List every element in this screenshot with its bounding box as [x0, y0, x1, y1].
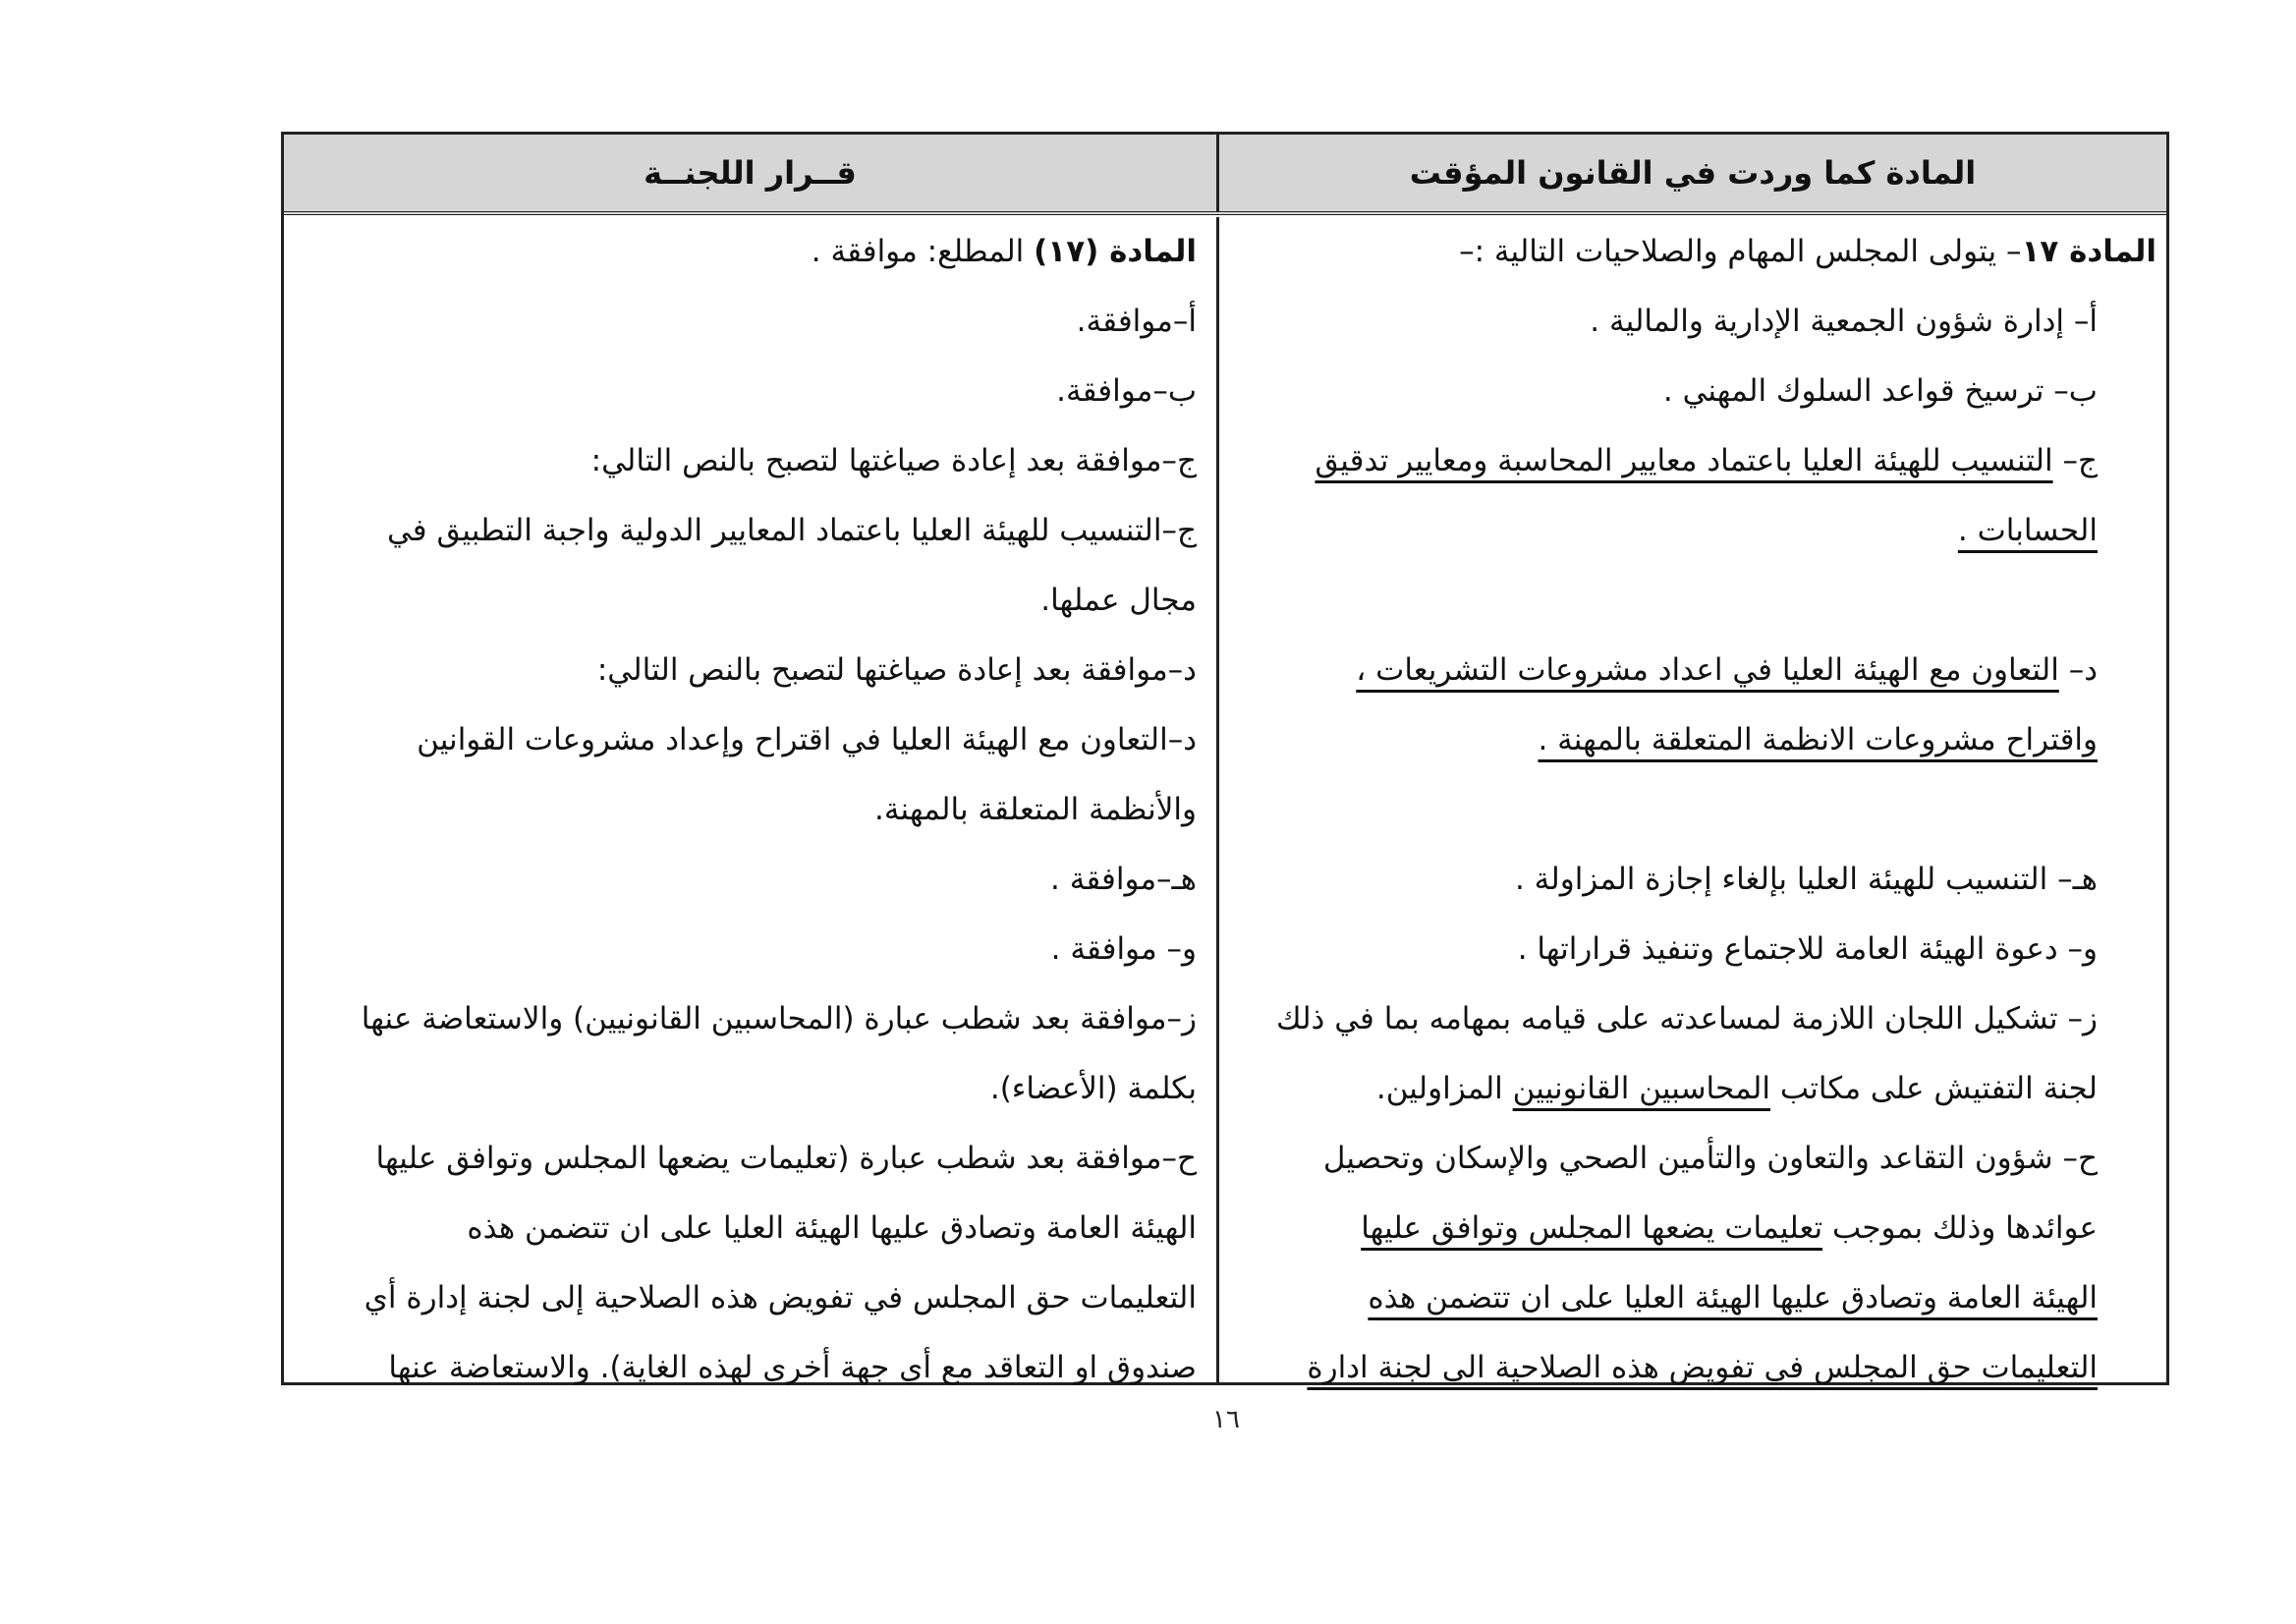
decision-ha-line3: التعليمات حق المجلس في تفويض هذه الصلاحية إلى لجنة إدارة أي [364, 1280, 1197, 1316]
decision-d-text1: د–التعاون مع الهيئة العليا في اقتراح وإعداد مشروعات القوانين [417, 722, 1197, 757]
clause-ha-line3: الهيئة العامة وتصادق عليها الهيئة العليا على ان تتضمن هذه [1368, 1280, 2098, 1316]
spacer [1239, 775, 2156, 845]
comparison-table [281, 132, 2169, 1385]
clause-d-line2: واقتراح مشروعات الانظمة المتعلقة بالمهنة . [1538, 722, 2098, 757]
decision-a: أ–موافقة. [1076, 304, 1197, 339]
decision-b: ب–موافقة. [1056, 373, 1197, 409]
provisional-law-column [1216, 217, 2166, 1385]
decision-z-line1: ز–موافقة بعد شطب عبارة (المحاسبين القانونيين) والاستعاضة عنها [361, 1001, 1197, 1036]
clause-z-line2: لجنة التفتيش على مكاتب المحاسبين القانونيين المزاولين. [1375, 1071, 2098, 1106]
clause-ha-line1: ح– شؤون التقاعد والتعاون والتأمين الصحي والإسكان وتحصيل [1322, 1141, 2098, 1176]
decision-c-text2: مجال عملها. [1040, 583, 1197, 618]
decision-ha-line2: الهيئة العامة وتصادق عليها الهيئة العليا على ان تتضمن هذه [467, 1210, 1197, 1246]
clause-h: هـ– التنسيب للهيئة العليا بإلغاء إجازة المزاولة . [1514, 862, 2098, 897]
decision-intro: المادة (١٧) المطلع: موافقة . [811, 234, 1197, 269]
clause-c-line1: ج– التنسيب للهيئة العليا باعتماد معايير المحاسبة ومعايير تدقيق [1315, 443, 2098, 478]
decision-c-text1: ج–التنسيب للهيئة العليا باعتماد المعايير الدولية واجبة التطبيق في [386, 513, 1197, 548]
clause-w: و– دعوة الهيئة العامة للاجتماع وتنفيذ قراراتها . [1517, 931, 2098, 967]
header-committee-decision: قــرار اللجنــة [644, 154, 857, 192]
clause-ha-line2: عوائدها وذلك بموجب تعليمات يضعها المجلس وتوافق عليها [1361, 1210, 2098, 1246]
clause-z-line1: ز– تشكيل اللجان اللازمة لمساعدته على قيامه بمهامه بما في ذلك [1275, 1001, 2098, 1036]
decision-d-text2: والأنظمة المتعلقة بالمهنة. [874, 792, 1197, 827]
decision-ha-line1: ح–موافقة بعد شطب عبارة (تعليمات يضعها المجلس وتوافق عليها [375, 1141, 1197, 1176]
decision-w: و– موافقة . [1050, 931, 1197, 967]
table-body [284, 217, 2166, 1385]
decision-c: ج–موافقة بعد إعادة صياغتها لتصبح بالنص التالي: [590, 443, 1197, 478]
decision-h: هـ–موافقة . [1050, 862, 1197, 897]
page-number: ١٦ [1212, 1405, 1240, 1434]
spacer [1239, 566, 2156, 636]
clause-c-line2: الحسابات . [1957, 513, 2098, 548]
clause-a: أ– إدارة شؤون الجمعية الإدارية والمالية . [1590, 304, 2098, 339]
committee-decision-column [284, 217, 1216, 1385]
clause-d-line1: د– التعاون مع الهيئة العليا في اعداد مشروعات التشريعات ، [1356, 652, 2098, 688]
article-17-intro: المادة ١٧– يتولى المجلس المهام والصلاحيات التالية :– [1459, 234, 2156, 269]
table-header [284, 135, 2166, 215]
decision-z-line2: بكلمة (الأعضاء). [989, 1071, 1197, 1106]
header-provisional-law: المادة كما وردت في القانون المؤقت [1216, 135, 2166, 211]
decision-ha-line4: صندوق او التعاقد مع أي جهة أخرى لهذه الغاية). والاستعاضة عنها [388, 1350, 1197, 1385]
decision-d: د–موافقة بعد إعادة صياغتها لتصبح بالنص التالي: [596, 652, 1197, 688]
clause-ha-line4: التعليمات حق المجلس في تفويض هذه الصلاحية الى لجنة ادارة [1307, 1350, 2098, 1385]
clause-b: ب– ترسيخ قواعد السلوك المهني . [1662, 373, 2098, 409]
